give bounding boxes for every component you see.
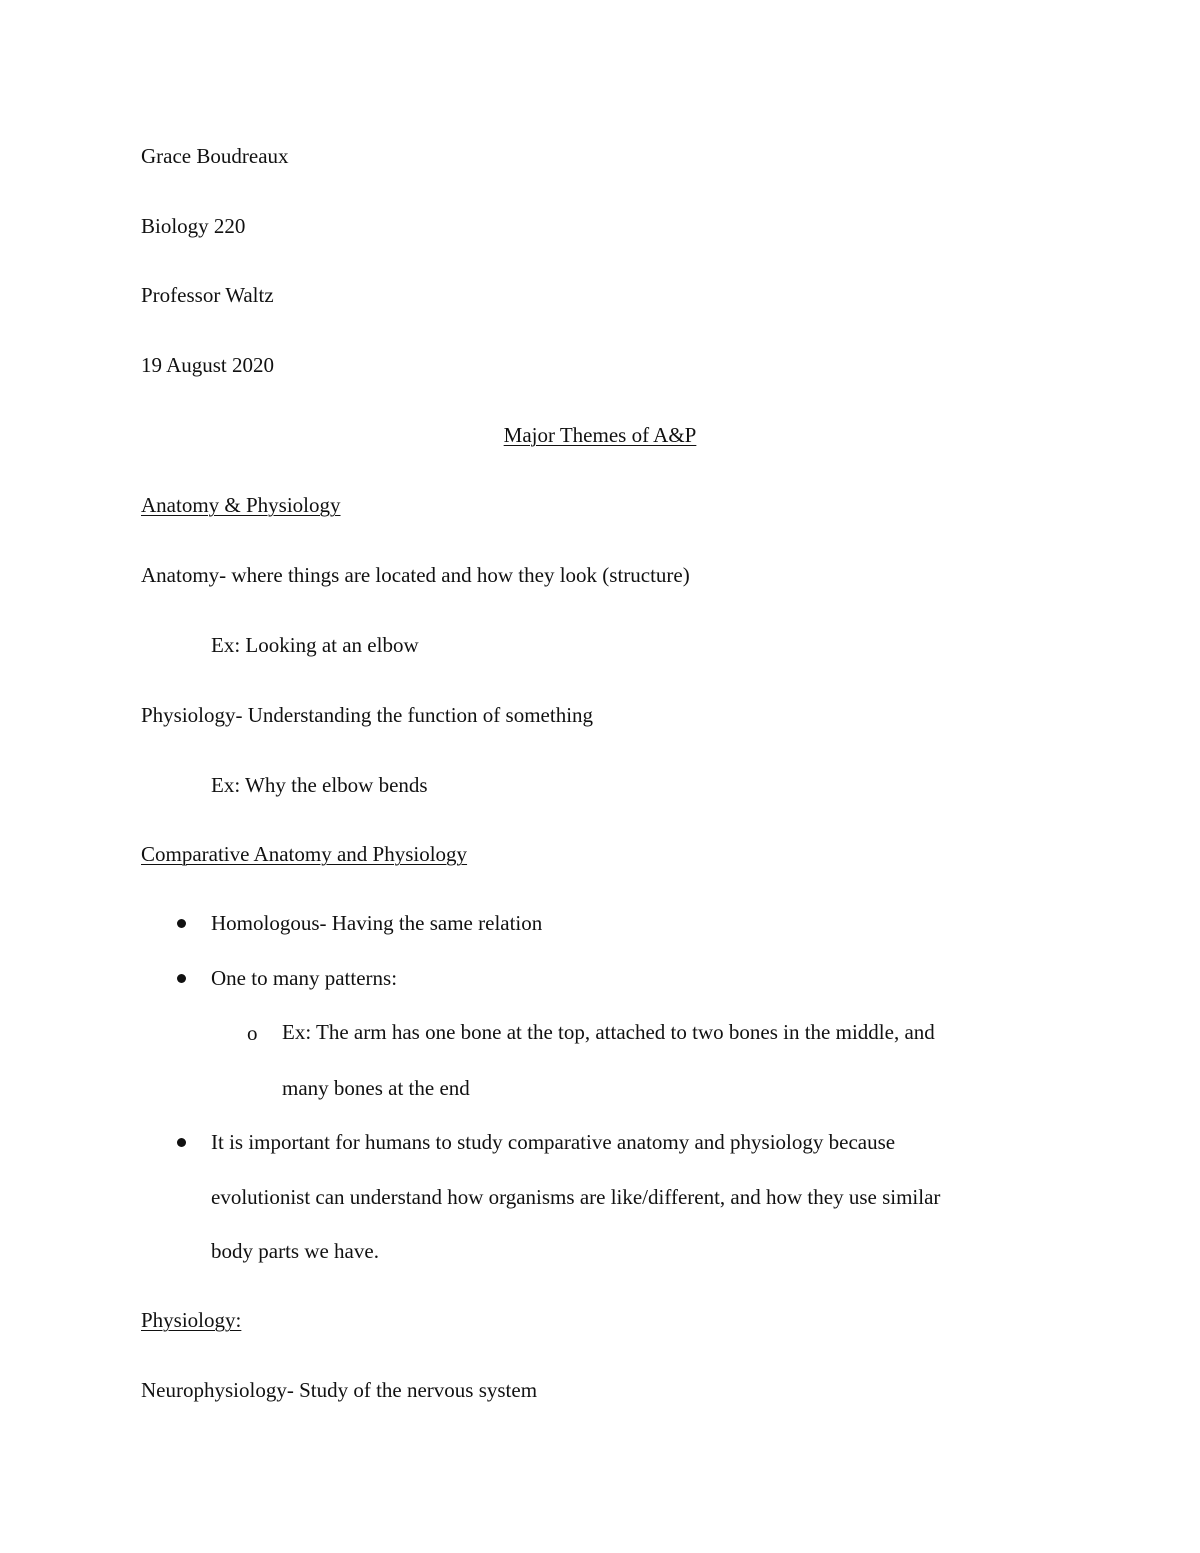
section-heading-physiology: Physiology: xyxy=(141,1308,242,1332)
section-heading-comparative: Comparative Anatomy and Physiology xyxy=(141,842,468,866)
list-item-importance-line3: body parts we have. xyxy=(211,1239,379,1263)
course-name: Biology 220 xyxy=(141,214,246,238)
anatomy-definition: Anatomy- where things are located and how they look (structure) xyxy=(141,563,690,587)
document-date: 19 August 2020 xyxy=(141,353,275,377)
document-title: Major Themes of A&P xyxy=(503,423,697,447)
professor-name: Professor Waltz xyxy=(141,283,274,307)
hollow-bullet-icon: o xyxy=(247,1021,258,1045)
sub-item-arm-line2: many bones at the end xyxy=(282,1076,470,1100)
section-heading-anatomy-physiology: Anatomy & Physiology xyxy=(141,493,341,517)
bullet-icon xyxy=(177,919,186,928)
sub-item-arm-line1: Ex: The arm has one bone at the top, attached to two bones in the middle, and xyxy=(282,1020,935,1044)
neurophysiology-definition: Neurophysiology- Study of the nervous system xyxy=(141,1378,538,1402)
physiology-example: Ex: Why the elbow bends xyxy=(211,773,428,797)
physiology-definition: Physiology- Understanding the function of something xyxy=(141,703,594,727)
list-item-importance-line1: It is important for humans to study comparative anatomy and physiology because xyxy=(211,1130,896,1154)
list-item-one-to-many: One to many patterns: xyxy=(211,966,398,990)
list-item-homologous: Homologous- Having the same relation xyxy=(211,911,543,935)
bullet-icon xyxy=(177,1138,186,1147)
bullet-icon xyxy=(177,974,186,983)
anatomy-example: Ex: Looking at an elbow xyxy=(211,633,419,657)
author-name: Grace Boudreaux xyxy=(141,144,289,168)
list-item-importance-line2: evolutionist can understand how organisms are like/different, and how they use similar xyxy=(211,1185,941,1209)
